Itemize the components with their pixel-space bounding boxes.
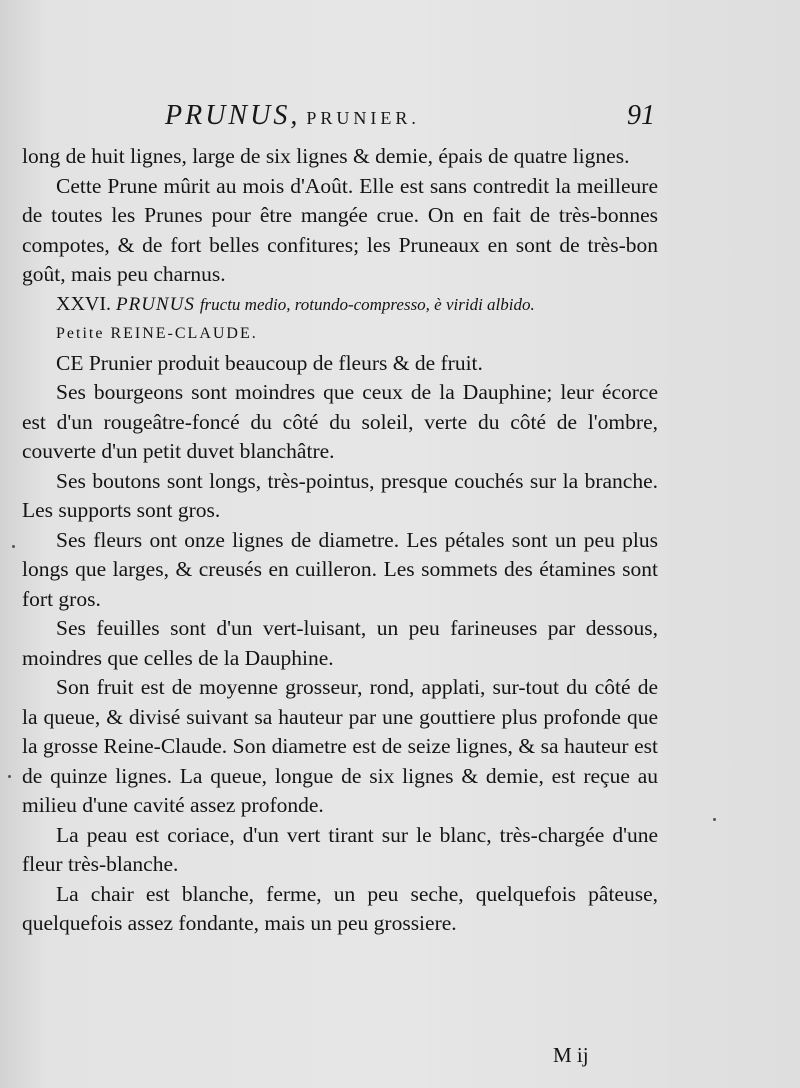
paragraph-flowers: Ses fleurs ont onze lignes de diametre. Les pétales sont un peu plus longs que larges, & creusés en cuilleron. Les sommets des étamines sont fort gros. (22, 527, 658, 611)
ink-spot (713, 818, 716, 821)
species-diagnosis: fructu medio, rotundo-compresso, è viridi albido. (199, 294, 535, 314)
paragraph-flesh: La chair est blanche, ferme, un peu seche, quelquefois pâteuse, quelquefois assez fondante, mais un peu grossiere. (22, 881, 658, 935)
signature-mark: M ij (553, 1043, 589, 1067)
page-number: 91 (627, 100, 655, 131)
page-header (165, 100, 655, 136)
species-number: XXVI. (56, 292, 111, 315)
paragraph-ripening: Cette Prune mûrit au mois d'Août. Elle est sans contredit la meilleure de toutes les Prunes pour être mangée crue. On en fait de très-bonnes compotes, & de fort belles confitures; les Pruneaux en sont de très-bon goût, mais peu charnus. (22, 173, 658, 286)
running-title-french: PRUNIER. (306, 108, 420, 128)
species-common-name: Petite REINE-CLAUDE. (56, 325, 258, 342)
running-title-genus: PRUNUS, (165, 100, 301, 131)
paragraph-buds: Ses boutons sont longs, très-pointus, presque couchés sur la branche. Les supports sont gros. (22, 468, 658, 522)
species-genus: PRUNUS (116, 293, 195, 315)
page-body (22, 142, 658, 939)
paragraph-fruit: Son fruit est de moyenne grosseur, rond, applati, sur-tout du côté de la queue, & divisé suivant sa hauteur par une gouttiere plus profonde que la grosse Reine-Claude. Son diametre est de seize lignes, & sa hauteur est de quinze lignes. La queue, longue de six lignes & demie, est reçue au milieu d'une cavité assez profonde. (22, 675, 658, 817)
paragraph-tree: CE Prunier produit beaucoup de fleurs & de fruit. (56, 350, 483, 375)
ink-spot (8, 775, 11, 778)
running-title (165, 100, 420, 132)
paragraph-continuation: long de huit lignes, large de six lignes & demie, épais de quatre lignes. (22, 144, 630, 168)
paragraph-skin: La peau est coriace, d'un vert tirant sur le blanc, très-chargée d'une fleur très-blanche. (22, 822, 658, 876)
ink-spot (12, 545, 15, 548)
species-heading (22, 290, 658, 320)
paragraph-leaves: Ses feuilles sont d'un vert-luisant, un peu farineuses par dessous, moindres que celles de la Dauphine. (22, 616, 658, 670)
paragraph-shoots: Ses bourgeons sont moindres que ceux de la Dauphine; leur écorce est d'un rougeâtre-foncé du côté du soleil, verte du côté de l'ombre, couverte d'un petit duvet blanchâtre. (22, 380, 658, 463)
